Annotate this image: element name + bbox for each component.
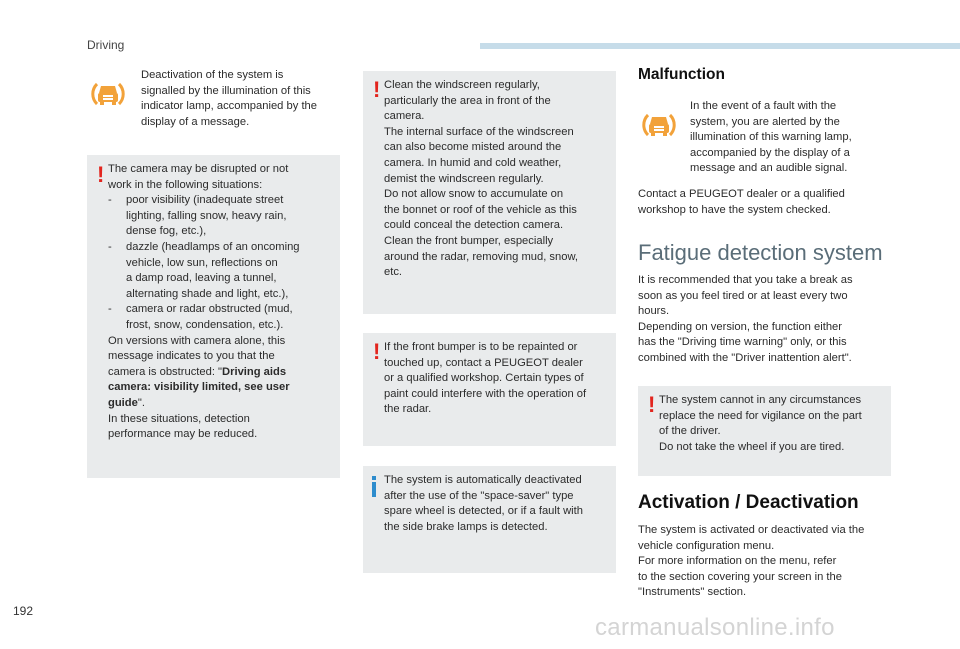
text-line: touched up, contact a PEUGEOT dealer xyxy=(384,356,583,369)
text-line: For more information on the menu, refer xyxy=(638,555,837,568)
text-line: replace the need for vigilance on the part xyxy=(659,409,862,422)
message-text-bold: camera: visibility limited, see user xyxy=(108,381,290,394)
text-line: It is recommended that you take a break as xyxy=(638,274,853,286)
text-line: after the use of the "space-saver" type xyxy=(384,489,574,502)
text-line: to the section covering your screen in the xyxy=(638,570,842,583)
text-line: can also become misted around the xyxy=(384,141,562,154)
text-line: lighting, falling snow, heavy rain, xyxy=(126,209,287,222)
text-line: The internal surface of the windscreen xyxy=(384,125,574,138)
info-icon xyxy=(372,476,376,497)
text-line: The system is activated or deactivated via the xyxy=(638,524,865,536)
text-line: workshop to have the system checked. xyxy=(638,203,831,216)
text-line: "Instruments" section. xyxy=(638,586,747,599)
text-line: camera. xyxy=(384,110,425,123)
warning-icon: ! xyxy=(373,77,381,102)
message-text-bold: Driving aids xyxy=(222,365,287,378)
text-line: illumination of this warning lamp, xyxy=(690,131,852,144)
list-dash: - xyxy=(108,240,112,253)
text-line: the radar. xyxy=(384,403,432,416)
text-line: spare wheel is detected, or if a fault with xyxy=(384,505,583,518)
text-line: demist the windscreen regularly. xyxy=(384,172,544,185)
text-line: dense fog, etc.), xyxy=(126,225,207,238)
text-line: Clean the windscreen regularly, xyxy=(384,79,540,91)
text-line: indicator lamp, accompanied by the xyxy=(141,100,317,113)
text-line: performance may be reduced. xyxy=(108,428,258,441)
text-line: alternating shade and light, etc.), xyxy=(126,287,289,300)
list-item xyxy=(108,240,330,302)
list-dash: - xyxy=(108,303,112,316)
text-line: message indicates to you that the xyxy=(108,350,275,363)
text-line: In the event of a fault with the xyxy=(690,100,837,112)
text-line: vehicle configuration menu. xyxy=(638,539,775,552)
watermark: carmanualsonline.info xyxy=(595,614,835,641)
text-line: camera. In humid and cold weather, xyxy=(384,156,562,169)
text-line: a damp road, leaving a tunnel, xyxy=(126,272,277,285)
text-line: If the front bumper is to be repainted or xyxy=(384,341,578,353)
section-label: Driving xyxy=(87,38,125,52)
text-line: the side brake lamps is detected. xyxy=(384,520,548,533)
text-line: Clean the front bumper, especially xyxy=(384,234,554,247)
windscreen-warning-box xyxy=(363,71,616,314)
warning-icon: ! xyxy=(97,162,105,187)
camera-radar-warning-lamp-icon xyxy=(641,107,677,143)
disruption-list xyxy=(108,193,330,333)
fatigue-detection-heading: Fatigue detection system xyxy=(638,240,883,265)
vigilance-warning-box xyxy=(638,386,891,476)
text-line: In these situations, detection xyxy=(108,412,250,425)
text-line xyxy=(108,365,330,381)
list-item xyxy=(108,193,330,240)
list-item xyxy=(108,302,330,333)
text-line: particularly the area in front of the xyxy=(384,94,551,107)
text-line: of the driver. xyxy=(659,425,721,438)
warning-icon: ! xyxy=(373,339,381,364)
message-text-bold: guide xyxy=(108,396,138,409)
deactivation-lamp-text xyxy=(141,68,341,130)
text-line: poor visibility (inadequate street xyxy=(126,194,284,207)
text-line: soon as you feel tired or at least every two xyxy=(638,289,848,302)
camera-radar-warning-lamp-icon xyxy=(90,76,126,112)
text-line: Depending on version, the function either xyxy=(638,320,842,333)
fatigue-text xyxy=(638,273,898,367)
text-line: the bonnet or roof of the vehicle as this xyxy=(384,203,577,216)
text-line: accompanied by the display of a xyxy=(690,146,850,159)
text-line: display of a message. xyxy=(141,115,250,128)
text-line: work in the following situations: xyxy=(108,178,263,191)
dealer-text xyxy=(638,187,898,218)
malfunction-heading: Malfunction xyxy=(638,66,725,83)
text-line: combined with the "Driver inattention alert". xyxy=(638,351,852,364)
text-line: Contact a PEUGEOT dealer or a qualified xyxy=(638,188,845,200)
text-line: message and an audible signal. xyxy=(690,162,848,175)
text-line: or a qualified workshop. Certain types of xyxy=(384,372,584,385)
text-line: system, you are alerted by the xyxy=(690,115,840,128)
text-line: frost, snow, condensation, etc.). xyxy=(126,318,284,331)
text-line: The camera may be disrupted or not xyxy=(108,163,289,175)
text-line: Do not allow snow to accumulate on xyxy=(384,188,564,201)
text-line: Deactivation of the system is xyxy=(141,69,284,81)
text-line: etc. xyxy=(384,266,403,279)
text-line: The system cannot in any circumstances xyxy=(659,394,862,406)
malfunction-lamp-text xyxy=(690,99,890,177)
spare-wheel-info-box xyxy=(363,466,616,573)
warning-icon: ! xyxy=(648,392,656,417)
activation-text xyxy=(638,523,898,601)
message-suffix: ". xyxy=(137,396,145,409)
text-line: could conceal the detection camera. xyxy=(384,219,564,232)
text-line: vehicle, low sun, reflections on xyxy=(126,256,278,269)
text-line: camera or radar obstructed (mud, xyxy=(126,303,293,316)
page-number: 192 xyxy=(13,604,34,618)
bumper-warning-box xyxy=(363,333,616,446)
text-line: signalled by the illumination of this xyxy=(141,84,311,97)
text-line xyxy=(108,396,330,412)
activation-heading: Activation / Deactivation xyxy=(638,492,859,513)
text-line: has the "Driving time warning" only, or this xyxy=(638,336,847,349)
message-prefix: camera is obstructed: " xyxy=(108,365,223,378)
text-line: hours. xyxy=(638,305,670,318)
text-line: The system is automatically deactivated xyxy=(384,474,582,486)
text-line: around the radar, removing mud, snow, xyxy=(384,250,579,263)
header-accent-bar xyxy=(480,43,960,49)
text-line: Do not take the wheel if you are tired. xyxy=(659,440,845,453)
camera-disruption-warning-box xyxy=(87,155,340,478)
text-line: On versions with camera alone, this xyxy=(108,334,286,347)
text-line: dazzle (headlamps of an oncoming xyxy=(126,240,300,253)
list-dash: - xyxy=(108,194,112,207)
text-line: paint could interfere with the operation of xyxy=(384,387,587,400)
